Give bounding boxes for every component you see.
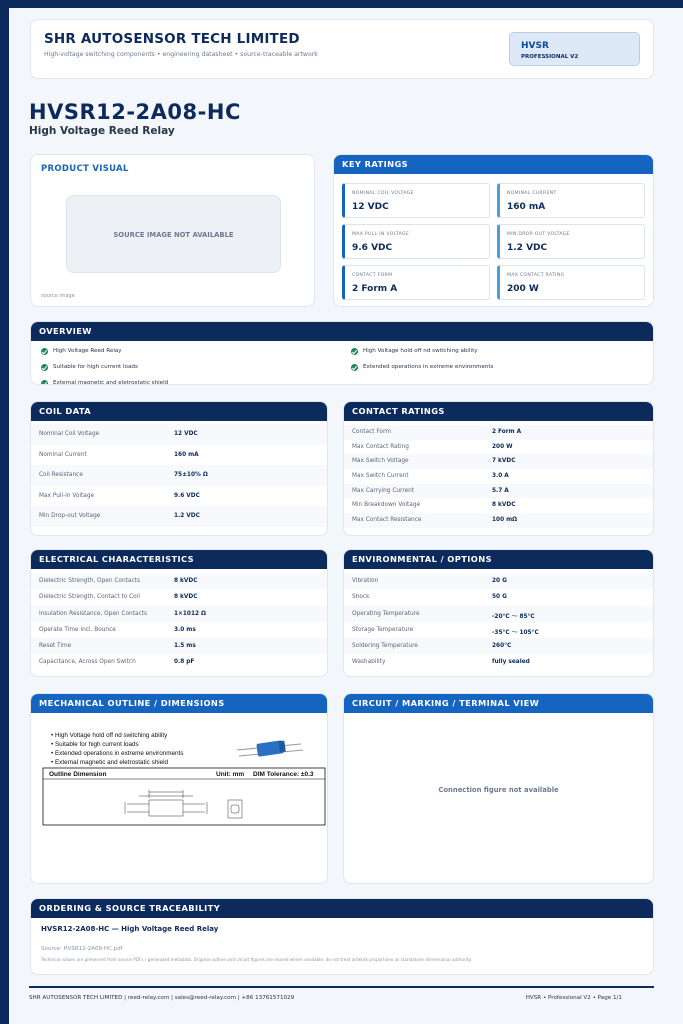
- badge-title: HVSR: [521, 41, 549, 51]
- table-row: [344, 469, 653, 484]
- electrical-table: [31, 573, 327, 671]
- table-row: [344, 440, 653, 455]
- row-value: 260°C: [492, 643, 512, 650]
- table-row: [344, 425, 653, 440]
- row-key: Dielectric Strength, Open Contacts: [39, 578, 140, 584]
- outline-bullet: • External magnetic and eletrostatic shield: [51, 759, 169, 766]
- rating-label: MAX CONTACT RATING: [507, 273, 565, 278]
- row-key: Max Carrying Current: [352, 487, 415, 494]
- check-icon: [41, 348, 48, 355]
- table-row: [344, 606, 653, 622]
- table-row: [344, 498, 653, 513]
- table-row: [31, 465, 327, 486]
- rating-label: MIN DROP-OUT VOLTAGE: [507, 232, 570, 237]
- header-tagline: High-voltage switching components • engineering datasheet • source-traceable artwork: [44, 51, 318, 58]
- rating-tile: [342, 265, 490, 300]
- footer-page: HVSR • Professional V2 • Page 1/1: [525, 995, 622, 1001]
- rating-label: NOMINAL CURRENT: [507, 191, 557, 196]
- row-value: 1.2 VDC: [174, 513, 200, 520]
- key-ratings-card: [333, 154, 654, 307]
- row-key: Operate Time incl. Bounce: [39, 626, 116, 633]
- table-row: [344, 654, 653, 670]
- contact-ratings-title: CONTACT RATINGS: [344, 402, 653, 421]
- row-value: 8 kVDC: [174, 594, 198, 601]
- coil-data-table: [31, 424, 327, 527]
- row-value: 1×1012 Ω: [174, 610, 206, 617]
- tolerance-label: DIM Tolerance: ±0.3: [253, 771, 314, 778]
- row-value: 8 kVDC: [174, 578, 198, 584]
- product-image-placeholder: SOURCE IMAGE NOT AVAILABLE: [66, 195, 281, 273]
- product-visual-card: [30, 154, 315, 307]
- product-visual-title: PRODUCT VISUAL: [41, 164, 129, 174]
- company-name: SHR AUTOSENSOR TECH LIMITED: [44, 31, 300, 47]
- row-key: Max Pull-in Voltage: [39, 492, 95, 499]
- row-value: 1.5 ms: [174, 643, 196, 650]
- row-key: Min Drop-out Voltage: [39, 513, 101, 520]
- environmental-table: [344, 573, 653, 671]
- row-value: 50 G: [492, 594, 507, 601]
- rating-label: MAX PULL-IN VOLTAGE: [352, 232, 410, 237]
- row-key: Max Switch Voltage: [352, 458, 409, 465]
- row-key: Max Contact Resistance: [352, 517, 422, 524]
- outline-label: Outline Dimension: [49, 771, 107, 778]
- ordering-card: [30, 898, 654, 975]
- feature-text: High Voltage hold off nd switching ability: [363, 348, 478, 354]
- rating-tile: [497, 183, 645, 218]
- table-row: [31, 506, 327, 527]
- image-caption: source image: [41, 293, 75, 299]
- check-icon: [351, 348, 358, 355]
- unit-label: Unit: mm: [216, 771, 245, 778]
- row-value: -35°C ～ 105°C: [492, 629, 539, 636]
- table-row: [31, 445, 327, 466]
- row-key: Reset Time: [39, 643, 72, 650]
- environmental-card: [343, 549, 654, 677]
- table-row: [344, 484, 653, 499]
- table-row: [31, 424, 327, 445]
- header-card: [30, 19, 654, 79]
- check-icon: [41, 380, 48, 385]
- environmental-title: ENVIRONMENTAL / OPTIONS: [344, 550, 653, 569]
- row-key: Operating Temperature: [352, 610, 420, 617]
- row-value: 200 W: [492, 443, 513, 450]
- contact-ratings-card: [343, 401, 654, 536]
- row-value: 75±10% Ω: [174, 472, 208, 479]
- rating-label: CONTACT FORM: [352, 273, 393, 278]
- rating-value: 12 VDC: [352, 202, 389, 212]
- table-row: [344, 513, 653, 528]
- row-value: 8 kVDC: [492, 502, 516, 509]
- row-value: 5.7 A: [492, 487, 509, 494]
- row-value: 0.8 pF: [174, 659, 195, 666]
- row-key: Storage Temperature: [352, 626, 414, 633]
- row-value: 2 Form A: [492, 429, 522, 435]
- row-key: Shock: [352, 594, 370, 601]
- electrical-card: [30, 549, 328, 677]
- row-key: Min Breakdown Voltage: [352, 502, 421, 509]
- row-key: Insulation Resistance, Open Contacts: [39, 610, 148, 617]
- rating-value: 1.2 VDC: [507, 243, 548, 253]
- row-value: 12 VDC: [174, 431, 198, 437]
- rating-tile: [497, 224, 645, 259]
- overview-title: OVERVIEW: [31, 322, 653, 341]
- circuit-title: CIRCUIT / MARKING / TERMINAL VIEW: [344, 694, 653, 713]
- row-key: Dielectric Strength, Contact to Coil: [39, 594, 140, 601]
- row-key: Coil Resistance: [39, 472, 83, 479]
- row-key: Max Contact Rating: [352, 443, 409, 450]
- row-key: Capacitance, Across Open Switch: [39, 659, 136, 666]
- circuit-placeholder: Connection figure not available: [438, 786, 559, 794]
- row-key: Nominal Current: [39, 451, 87, 458]
- rating-tile: [342, 224, 490, 259]
- rating-value: 2 Form A: [352, 284, 398, 294]
- part-number: HVSR12-2A08-HC: [29, 100, 241, 124]
- row-key: Contact Form: [352, 429, 391, 435]
- coil-data-card: [30, 401, 328, 536]
- table-row: [344, 622, 653, 638]
- outline-bullet: • High Voltage hold off nd switching ability: [51, 732, 168, 739]
- row-value: 100 mΩ: [492, 517, 518, 524]
- table-row: [31, 486, 327, 507]
- rating-tile: [497, 265, 645, 300]
- outline-drawing: [41, 732, 328, 827]
- row-value: 20 G: [492, 578, 507, 584]
- table-row: [31, 606, 327, 622]
- badge-subtitle: PROFESSIONAL V2: [521, 54, 579, 60]
- feature-text: Extended operations in extreme environments: [363, 364, 494, 370]
- ordering-line: HVSR12-2A08-HC — High Voltage Reed Relay: [41, 925, 219, 933]
- check-icon: [351, 364, 358, 371]
- top-accent-bar: [0, 0, 683, 8]
- coil-data-title: COIL DATA: [31, 402, 327, 421]
- row-value: 7 kVDC: [492, 458, 516, 465]
- rating-value: 200 W: [507, 284, 539, 294]
- table-row: [31, 589, 327, 605]
- row-value: -20°C ～ 85°C: [492, 613, 535, 620]
- rating-value: 160 mA: [507, 202, 546, 212]
- row-value: 3.0 ms: [174, 626, 196, 633]
- row-value: 160 mA: [174, 451, 199, 458]
- footer-divider: [29, 986, 654, 988]
- row-key: Soldering Temperature: [352, 643, 418, 650]
- row-value: 9.6 VDC: [174, 492, 200, 499]
- row-key: Max Switch Current: [352, 473, 409, 480]
- table-row: [31, 622, 327, 638]
- source-file: Source: HVSR12-2A08-HC.pdf: [41, 946, 123, 952]
- part-description: High Voltage Reed Relay: [29, 125, 175, 137]
- row-value: 3.0 A: [492, 473, 509, 480]
- row-key: Nominal Coil Voltage: [39, 431, 100, 437]
- rating-label: NOMINAL COIL VOLTAGE: [352, 191, 414, 196]
- table-row: [344, 573, 653, 589]
- outline-bullet: • Extended operations in extreme environments: [51, 750, 184, 757]
- rating-value: 9.6 VDC: [352, 243, 393, 253]
- rating-tile: [342, 183, 490, 218]
- row-value: fully sealed: [492, 659, 530, 666]
- electrical-title: ELECTRICAL CHARACTERISTICS: [31, 550, 327, 569]
- row-key: Vibration: [352, 578, 379, 584]
- outline-bullet: • Suitable for high current loads: [51, 741, 139, 748]
- table-row: [31, 638, 327, 654]
- mechanical-title: MECHANICAL OUTLINE / DIMENSIONS: [31, 694, 327, 713]
- series-badge: [509, 32, 640, 66]
- circuit-card: [343, 693, 654, 884]
- check-icon: [41, 364, 48, 371]
- table-row: [344, 638, 653, 654]
- table-row: [31, 573, 327, 589]
- contact-ratings-table: [344, 425, 653, 528]
- feature-text: High Voltage Reed Relay: [53, 348, 122, 354]
- feature-text: Suitable for high current loads: [53, 364, 138, 370]
- key-ratings-title: KEY RATINGS: [334, 155, 653, 174]
- table-row: [31, 654, 327, 670]
- ordering-title: ORDERING & SOURCE TRACEABILITY: [31, 899, 653, 918]
- traceability-note: Technical values are preserved from source PDFs / generated metadata. Original outline and circuit figures are reused where available; do not treat artwork proportions as standalone dimensional authority.: [41, 957, 472, 962]
- table-row: [344, 589, 653, 605]
- feature-text: External magnetic and eletrostatic shield: [53, 380, 169, 385]
- table-row: [344, 454, 653, 469]
- left-accent-bar: [0, 0, 9, 1024]
- row-key: Washability: [352, 659, 386, 666]
- overview-card: [30, 321, 654, 385]
- mechanical-card: [30, 693, 328, 884]
- footer-contact: SHR AUTOSENSOR TECH LIMITED | reed-relay.com | sales@reed-relay.com | +86 13761571029: [29, 995, 295, 1001]
